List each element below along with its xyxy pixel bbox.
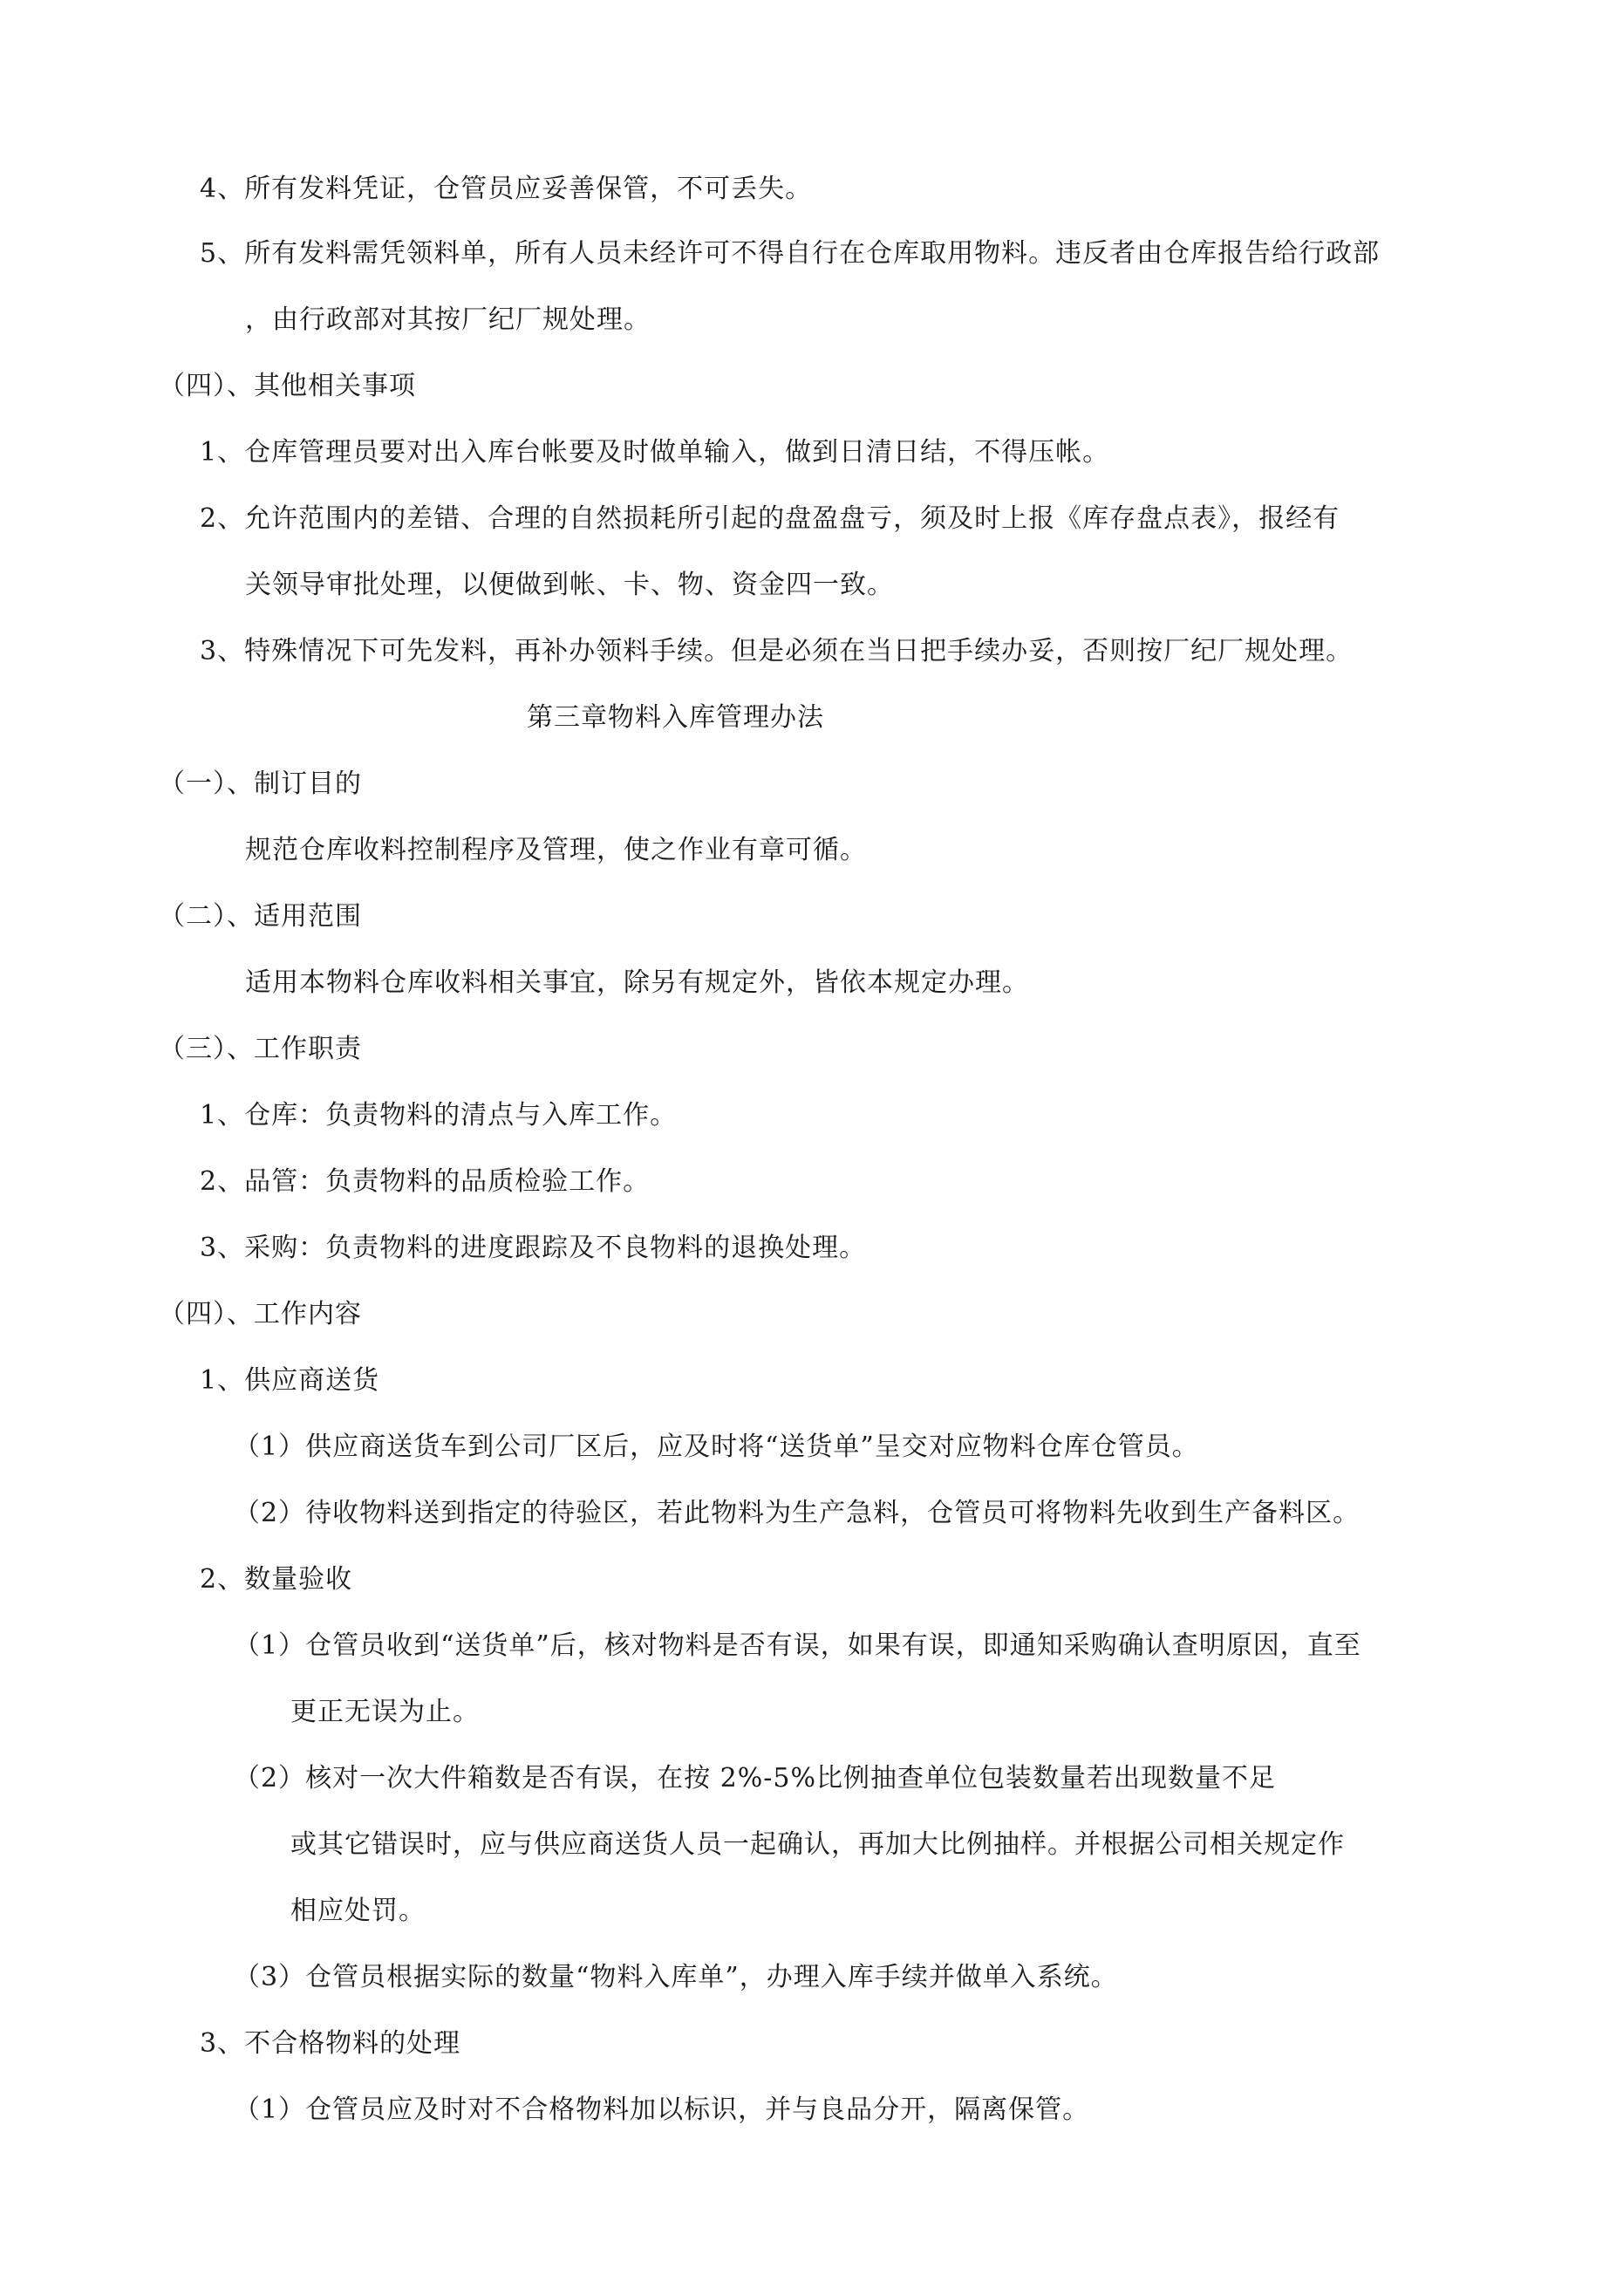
section-heading-responsibilities: （三）、工作职责 (159, 1034, 362, 1064)
other-item-3-text: 3、特殊情况下可先发料，再补办领料手续。但是必须在当日把手续办妥，否则按厂纪厂规处理。 (200, 636, 1354, 666)
delivery-step-1: （1）供应商送货车到公司厂区后，应及时将“送货单”呈交对应物料仓库仓管员。 (234, 1432, 1199, 1462)
other-item-2-text-continued: 关领导审批处理，以便做到帐、卡、物、资金四一致。 (245, 570, 894, 600)
purpose-text: 规范仓库收料控制程序及管理，使之作业有章可循。 (245, 835, 867, 865)
other-item-2-text: 2、允许范围内的差错、合理的自然损耗所引起的盘盈盘亏，须及时上报《库存盘点表》，报经有 (200, 503, 1340, 534)
rule-5-text: 5、所有发料需凭领料单，所有人员未经许可不得自行在仓库取用物料。违反者由仓库报告给行政部 (200, 238, 1381, 269)
section-heading-other-matters: （四）、其他相关事项 (159, 371, 416, 401)
delivery-step-2: （2）待收物料送到指定的待验区，若此物料为生产急料，仓管员可将物料先收到生产备料区。 (234, 1498, 1360, 1528)
section-heading-work-content: （四）、工作内容 (159, 1299, 362, 1329)
subheading-quantity-check: 2、数量验收 (200, 1564, 353, 1595)
rule-5-text-continued: ，由行政部对其按厂纪厂规处理。 (245, 304, 651, 335)
responsibility-quality: 2、品管：负责物料的品质检验工作。 (200, 1166, 651, 1197)
responsibility-warehouse: 1、仓库：负责物料的清点与入库工作。 (200, 1100, 678, 1131)
quantity-step-3: （3）仓管员根据实际的数量“物料入库单”，办理入库手续并做单入系统。 (234, 1962, 1118, 1992)
quantity-step-2-continued: 或其它错误时，应与供应商送货人员一起确认，再加大比例抽样。并根据公司相关规定作 (290, 1829, 1345, 1860)
chapter-title: 第三章物料入库管理办法 (527, 702, 824, 733)
other-item-1-text: 1、仓库管理员要对出入库台帐要及时做单输入，做到日清日结，不得压帐。 (200, 437, 1110, 468)
quantity-step-1-continued: 更正无误为止。 (290, 1697, 480, 1727)
quantity-step-1: （1）仓管员收到“送货单”后，核对物料是否有误，如果有误，即通知采购确认查明原因，直至 (234, 1630, 1361, 1661)
quantity-step-2-continued-2: 相应处罚。 (290, 1896, 426, 1926)
scope-text: 适用本物料仓库收料相关事宜，除另有规定外，皆依本规定办理。 (245, 967, 1029, 998)
subheading-nonconforming: 3、不合格物料的处理 (200, 2028, 461, 2059)
nonconforming-step-1: （1）仓管员应及时对不合格物料加以标识，并与良品分开，隔离保管。 (234, 2094, 1090, 2125)
section-heading-scope: （二）、适用范围 (159, 901, 362, 932)
subheading-supplier-delivery: 1、供应商送货 (200, 1365, 380, 1396)
rule-4-text: 4、所有发料凭证，仓管员应妥善保管，不可丢失。 (200, 174, 813, 204)
section-heading-purpose: （一）、制订目的 (159, 769, 362, 799)
quantity-step-2: （2）核对一次大件箱数是否有误，在按 2%-5%比例抽查单位包装数量若出现数量不足 (234, 1763, 1276, 1794)
responsibility-purchasing: 3、采购：负责物料的进度跟踪及不良物料的退换处理。 (200, 1233, 867, 1263)
